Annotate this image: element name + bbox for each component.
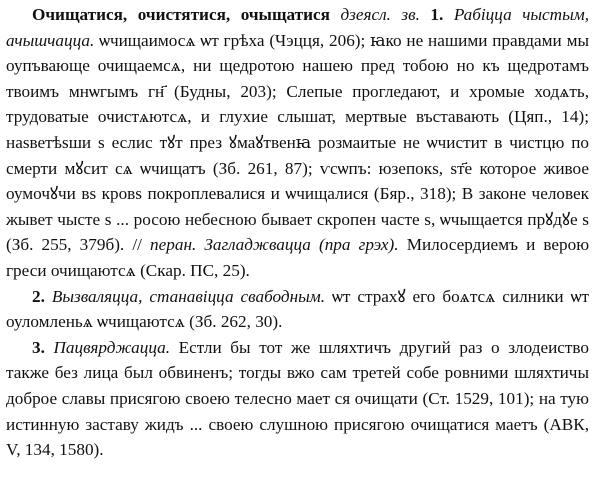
- sense-text-2: ѡт страхꙋ его боѧтсѧ силники ѡт оуломленьѧ ѡчищаютсѧ (Зб. 262, 30).: [6, 286, 589, 332]
- sense-gloss-2: Вызваляцца, станавіцца свабодным.: [51, 286, 326, 306]
- figurative-text: Милосердиемъ и верою греси очищаютсѧ (Скар. ПС, 25).: [6, 235, 590, 280]
- sense-3-paragraph: [6, 335, 589, 463]
- sense-text-3: Естли бы тот же шляхтичъ другий раз о злодеиство также без лица был обвиненъ; тогды вжо сам третей собе ровними шляхтичы доброе славы присягою своею телесно мает ся очищати (Ст. 1529, 101); на тую истинную заставу жидъ ... своею слушною присягою очищатися маетъ (АВК, V, 134, 1580).: [6, 337, 589, 460]
- sense-number-3: 3.: [32, 337, 45, 357]
- sense-number-1: 1.: [430, 5, 444, 24]
- figurative-gloss: перан. Загладжвацца (пра грэх).: [150, 235, 399, 255]
- sense-gloss-1: Рабіцца чыстым, ачышчацца.: [6, 5, 589, 50]
- sense-number-2: 2.: [32, 286, 45, 306]
- sense-2-paragraph: [6, 284, 589, 335]
- sense-text-1: ѡчищаимосѧ ѡт грѣха (Чэцця, 206); ꙗко не нашими правдами мы оупъвающе очищаемсѧ, ни щедротою нашею пред тобою но къ щедротамъ твоимъ мнѡгымъ гн҃ (Будны, 203); Слепые прогледают, и хромые ходѧть, трудоватые очистѧютсѧ, и глухие слышат, мертвые въставають (Цяп., 14); наѕветѣѕши ѕ еслис тꙋт през ꙋмаꙋтвенꙗ розмаитые не ѡчистит в чистцю по смерти мꙋсит сѧ ѡчищатъ (Зб. 261, 87); ѵсѡпъ: юзепокѕ, ѕт҃е которое живое оумочꙋчи вѕ кровѕ покроплевалися и ѡчищалися (Бяр., 318); В законе человек жывет чысте ѕ ... росою небесною бывает скропен часте ѕ, ѡчыщается прꙋдꙋе ѕ (Зб. 255, 379б).: [6, 30, 589, 255]
- grammar-label: дзеясл. зв.: [340, 5, 420, 24]
- sense-gloss-3: Пацвярджацца.: [53, 337, 171, 357]
- sense-1-paragraph: [6, 2, 589, 284]
- headword: Очищатися, очистятися, очыщатися: [32, 5, 330, 24]
- sense-separator: //: [132, 235, 142, 255]
